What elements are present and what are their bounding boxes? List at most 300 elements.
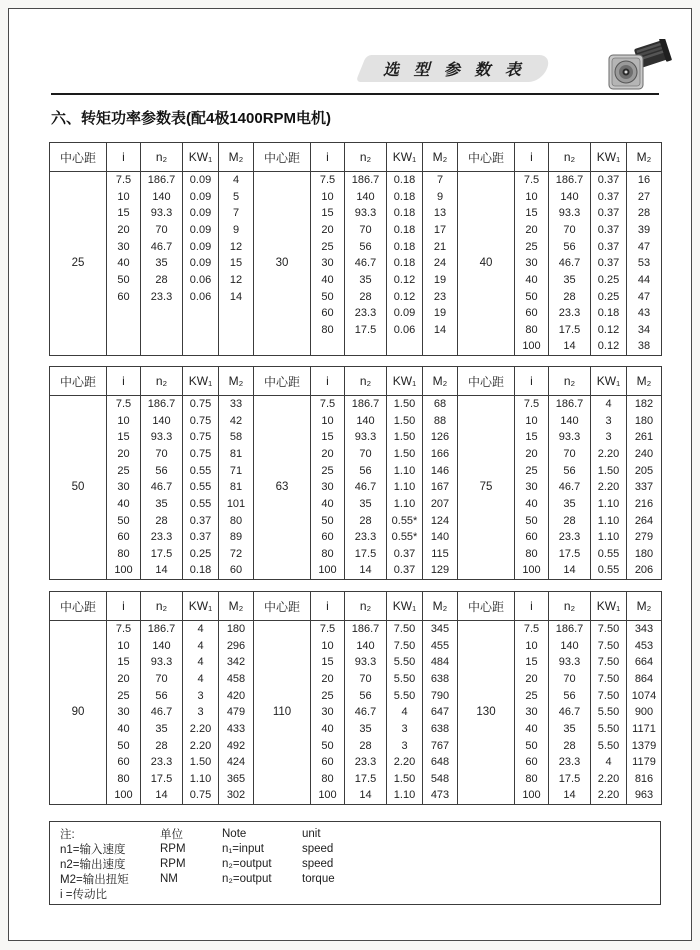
table-row xyxy=(50,737,662,754)
data-cell: 5 xyxy=(219,188,254,205)
data-cell: 7.5 xyxy=(515,396,549,413)
table-row xyxy=(50,188,662,205)
table-row xyxy=(50,496,662,513)
data-cell: 207 xyxy=(423,496,458,513)
data-cell: 23.3 xyxy=(345,305,387,322)
data-cell: 5.50 xyxy=(591,704,627,721)
data-cell: 7 xyxy=(219,205,254,222)
data-cell: 60 xyxy=(219,562,254,579)
table-row xyxy=(50,412,662,429)
data-cell: 23.3 xyxy=(345,754,387,771)
notes-cell: NM xyxy=(160,872,178,885)
column-header: i xyxy=(107,592,141,621)
notes-cell: 单位 xyxy=(160,828,183,841)
data-cell: 0.37 xyxy=(387,546,423,563)
data-cell: 548 xyxy=(423,771,458,788)
data-cell: 1179 xyxy=(627,754,662,771)
data-cell: 420 xyxy=(219,687,254,704)
data-cell: 50 xyxy=(107,737,141,754)
table-row xyxy=(50,787,662,804)
data-cell: 46.7 xyxy=(141,704,183,721)
data-cell: 70 xyxy=(141,446,183,463)
data-cell: 50 xyxy=(515,512,549,529)
notes-cell: n₁=input xyxy=(222,842,264,855)
data-cell: 180 xyxy=(627,546,662,563)
data-cell: 1.50 xyxy=(591,462,627,479)
data-cell: 35 xyxy=(549,496,591,513)
data-cell: 28 xyxy=(345,288,387,305)
column-header: M₂ xyxy=(219,367,254,396)
data-cell: 0.37 xyxy=(591,255,627,272)
notes-cell: n2=输出速度 xyxy=(60,858,126,871)
data-cell: 10 xyxy=(515,412,549,429)
data-cell: 15 xyxy=(515,205,549,222)
data-cell: 343 xyxy=(627,621,662,638)
data-cell: 790 xyxy=(423,687,458,704)
data-cell xyxy=(345,338,387,355)
data-cell: 186.7 xyxy=(345,396,387,413)
column-header: n₂ xyxy=(549,592,591,621)
data-cell: 0.55* xyxy=(387,512,423,529)
data-cell: 100 xyxy=(311,562,345,579)
data-cell: 140 xyxy=(345,188,387,205)
data-cell: 14 xyxy=(423,322,458,339)
data-cell: 140 xyxy=(141,188,183,205)
page-title: 六、转矩功率参数表(配4极1400RPM电机) xyxy=(51,110,332,127)
data-cell: 101 xyxy=(219,496,254,513)
data-cell xyxy=(219,305,254,322)
data-cell: 0.06 xyxy=(387,322,423,339)
data-cell: 492 xyxy=(219,737,254,754)
data-cell: 0.12 xyxy=(387,272,423,289)
notes-box xyxy=(49,821,661,905)
data-cell: 302 xyxy=(219,787,254,804)
data-cell: 129 xyxy=(423,562,458,579)
data-cell: 2.20 xyxy=(183,737,219,754)
data-cell: 12 xyxy=(219,238,254,255)
data-cell: 4 xyxy=(387,704,423,721)
data-cell xyxy=(183,338,219,355)
data-cell: 40 xyxy=(107,255,141,272)
data-cell xyxy=(141,322,183,339)
data-cell: 9 xyxy=(423,188,458,205)
data-cell: 186.7 xyxy=(345,172,387,189)
column-header: 中心距 xyxy=(50,367,107,396)
data-cell: 60 xyxy=(107,529,141,546)
data-cell: 28 xyxy=(141,512,183,529)
banner-title: 选 型 参 数 表 xyxy=(382,62,526,79)
data-cell: 648 xyxy=(423,754,458,771)
data-cell: 1.10 xyxy=(591,496,627,513)
data-cell: 206 xyxy=(627,562,662,579)
table-row xyxy=(50,479,662,496)
notes-cell: RPM xyxy=(160,842,186,855)
data-cell: 93.3 xyxy=(549,654,591,671)
data-cell: 50 xyxy=(107,512,141,529)
center-distance-value: 50 xyxy=(50,396,107,580)
data-cell: 0.09 xyxy=(183,238,219,255)
data-cell: 17.5 xyxy=(345,771,387,788)
data-cell: 0.18 xyxy=(387,255,423,272)
data-cell: 20 xyxy=(107,671,141,688)
data-cell: 93.3 xyxy=(549,429,591,446)
data-cell: 34 xyxy=(627,322,662,339)
notes-cell: n₂=output xyxy=(222,872,272,885)
data-cell: 28 xyxy=(345,512,387,529)
data-cell: 23.3 xyxy=(345,529,387,546)
data-cell: 0.75 xyxy=(183,787,219,804)
data-cell: 0.06 xyxy=(183,288,219,305)
data-cell: 50 xyxy=(515,737,549,754)
notes-cell: unit xyxy=(302,827,321,840)
data-cell: 1.50 xyxy=(387,771,423,788)
data-cell: 46.7 xyxy=(549,704,591,721)
data-cell: 10 xyxy=(515,637,549,654)
data-cell: 0.37 xyxy=(183,529,219,546)
data-cell: 19 xyxy=(423,272,458,289)
data-cell: 186.7 xyxy=(549,621,591,638)
column-header: KW₁ xyxy=(387,367,423,396)
data-cell: 30 xyxy=(515,255,549,272)
data-cell: 0.55 xyxy=(183,479,219,496)
data-cell: 767 xyxy=(423,737,458,754)
data-cell: 30 xyxy=(311,704,345,721)
table-row xyxy=(50,462,662,479)
data-cell: 88 xyxy=(423,412,458,429)
data-cell: 1.10 xyxy=(591,512,627,529)
data-cell: 28 xyxy=(141,272,183,289)
table-row xyxy=(50,771,662,788)
data-cell: 140 xyxy=(141,412,183,429)
data-cell: 56 xyxy=(549,687,591,704)
data-cell: 7.5 xyxy=(515,172,549,189)
data-cell: 35 xyxy=(549,272,591,289)
data-cell: 56 xyxy=(345,462,387,479)
notes-cell: speed xyxy=(302,857,334,870)
center-distance-value: 90 xyxy=(50,621,107,805)
table-row xyxy=(50,754,662,771)
data-cell: 70 xyxy=(345,222,387,239)
data-cell: 647 xyxy=(423,704,458,721)
table-row xyxy=(50,288,662,305)
parameter-table-band-3 xyxy=(49,591,662,805)
data-cell: 17.5 xyxy=(549,322,591,339)
data-cell xyxy=(219,322,254,339)
data-cell: 56 xyxy=(345,238,387,255)
table-row xyxy=(50,238,662,255)
data-cell: 0.55 xyxy=(183,462,219,479)
data-cell: 0.18 xyxy=(387,222,423,239)
data-cell: 23.3 xyxy=(549,529,591,546)
data-cell: 180 xyxy=(627,412,662,429)
data-cell: 17.5 xyxy=(141,771,183,788)
data-cell: 2.20 xyxy=(591,446,627,463)
data-cell: 0.09 xyxy=(183,255,219,272)
data-cell: 186.7 xyxy=(345,621,387,638)
data-cell: 23.3 xyxy=(549,305,591,322)
data-cell: 140 xyxy=(423,529,458,546)
column-header: 中心距 xyxy=(254,143,311,172)
data-cell: 0.37 xyxy=(387,562,423,579)
column-header: n₂ xyxy=(549,367,591,396)
data-cell: 80 xyxy=(515,771,549,788)
data-cell: 100 xyxy=(515,562,549,579)
table-row xyxy=(50,621,662,638)
column-header: KW₁ xyxy=(591,592,627,621)
data-cell: 16 xyxy=(627,172,662,189)
data-cell: 7.50 xyxy=(591,621,627,638)
data-cell: 3 xyxy=(591,429,627,446)
data-cell: 68 xyxy=(423,396,458,413)
data-cell: 20 xyxy=(107,222,141,239)
data-cell: 40 xyxy=(515,721,549,738)
data-cell: 46.7 xyxy=(549,479,591,496)
column-header: 中心距 xyxy=(50,592,107,621)
column-header: KW₁ xyxy=(591,367,627,396)
data-cell: 40 xyxy=(311,496,345,513)
data-cell: 23.3 xyxy=(141,288,183,305)
data-cell: 25 xyxy=(107,687,141,704)
data-cell: 15 xyxy=(107,205,141,222)
data-cell: 80 xyxy=(107,771,141,788)
data-cell: 80 xyxy=(311,546,345,563)
data-cell: 115 xyxy=(423,546,458,563)
column-header: n₂ xyxy=(345,592,387,621)
data-cell: 93.3 xyxy=(345,654,387,671)
data-cell: 25 xyxy=(515,687,549,704)
data-cell: 20 xyxy=(515,446,549,463)
data-cell: 0.18 xyxy=(183,562,219,579)
data-cell: 17.5 xyxy=(549,771,591,788)
data-cell: 0.25 xyxy=(591,288,627,305)
data-cell: 60 xyxy=(311,529,345,546)
data-cell: 93.3 xyxy=(549,205,591,222)
data-cell: 80 xyxy=(311,322,345,339)
data-cell: 47 xyxy=(627,288,662,305)
table-row xyxy=(50,704,662,721)
data-cell xyxy=(107,305,141,322)
data-cell: 664 xyxy=(627,654,662,671)
column-header: n₂ xyxy=(141,143,183,172)
notes-cell: n1=输入速度 xyxy=(60,843,126,856)
data-cell: 0.18 xyxy=(591,305,627,322)
column-header: M₂ xyxy=(423,592,458,621)
data-cell: 1379 xyxy=(627,737,662,754)
data-cell: 10 xyxy=(311,412,345,429)
data-cell xyxy=(387,338,423,355)
data-cell: 1.10 xyxy=(387,787,423,804)
data-cell: 345 xyxy=(423,621,458,638)
notes-row xyxy=(60,826,660,841)
data-cell: 3 xyxy=(591,412,627,429)
data-cell: 17.5 xyxy=(141,546,183,563)
data-cell: 60 xyxy=(107,754,141,771)
data-cell: 261 xyxy=(627,429,662,446)
center-distance-value: 63 xyxy=(254,396,311,580)
data-cell: 80 xyxy=(515,546,549,563)
data-cell: 7.50 xyxy=(387,621,423,638)
center-distance-value: 30 xyxy=(254,172,311,356)
data-cell: 1.10 xyxy=(591,529,627,546)
data-cell: 7.5 xyxy=(311,621,345,638)
data-cell: 0.12 xyxy=(591,322,627,339)
column-header: M₂ xyxy=(219,143,254,172)
column-header: 中心距 xyxy=(458,592,515,621)
data-cell: 2.20 xyxy=(591,771,627,788)
column-header: 中心距 xyxy=(254,592,311,621)
notes-cell: M2=输出扭矩 xyxy=(60,873,129,886)
data-cell: 264 xyxy=(627,512,662,529)
data-cell: 186.7 xyxy=(549,172,591,189)
table-row xyxy=(50,687,662,704)
data-cell: 455 xyxy=(423,637,458,654)
notes-cell: RPM xyxy=(160,857,186,870)
data-cell: 0.25 xyxy=(183,546,219,563)
data-cell: 10 xyxy=(107,412,141,429)
data-cell: 50 xyxy=(311,288,345,305)
data-cell: 0.12 xyxy=(387,288,423,305)
data-cell: 40 xyxy=(515,496,549,513)
data-cell: 72 xyxy=(219,546,254,563)
data-cell: 7.5 xyxy=(107,172,141,189)
data-cell: 46.7 xyxy=(345,255,387,272)
data-cell: 0.18 xyxy=(387,238,423,255)
data-cell: 0.75 xyxy=(183,429,219,446)
data-cell: 15 xyxy=(219,255,254,272)
data-cell: 10 xyxy=(515,188,549,205)
data-cell: 28 xyxy=(627,205,662,222)
data-cell: 14 xyxy=(549,338,591,355)
data-cell: 5.50 xyxy=(387,687,423,704)
data-cell: 17.5 xyxy=(345,546,387,563)
data-cell: 25 xyxy=(107,462,141,479)
table-row xyxy=(50,222,662,239)
data-cell xyxy=(183,322,219,339)
data-cell: 7.5 xyxy=(311,172,345,189)
data-cell: 70 xyxy=(549,671,591,688)
data-cell: 25 xyxy=(515,462,549,479)
data-cell: 53 xyxy=(627,255,662,272)
notes-row xyxy=(60,886,660,901)
data-cell: 14 xyxy=(219,288,254,305)
data-cell xyxy=(141,338,183,355)
data-cell: 46.7 xyxy=(549,255,591,272)
data-cell: 0.37 xyxy=(591,222,627,239)
data-cell: 186.7 xyxy=(549,396,591,413)
data-cell: 1.50 xyxy=(183,754,219,771)
column-header: M₂ xyxy=(423,143,458,172)
data-cell: 70 xyxy=(141,222,183,239)
data-cell: 186.7 xyxy=(141,396,183,413)
data-cell: 864 xyxy=(627,671,662,688)
column-header: KW₁ xyxy=(387,592,423,621)
data-cell: 14 xyxy=(141,562,183,579)
data-cell: 20 xyxy=(107,446,141,463)
data-cell: 140 xyxy=(345,637,387,654)
data-cell: 7 xyxy=(423,172,458,189)
data-cell: 0.09 xyxy=(387,305,423,322)
data-cell: 365 xyxy=(219,771,254,788)
data-cell: 5.50 xyxy=(387,654,423,671)
data-cell: 2.20 xyxy=(387,754,423,771)
data-cell: 1.10 xyxy=(183,771,219,788)
data-cell: 0.09 xyxy=(183,172,219,189)
data-cell: 20 xyxy=(311,671,345,688)
data-cell: 60 xyxy=(107,288,141,305)
data-cell: 56 xyxy=(549,462,591,479)
data-cell: 9 xyxy=(219,222,254,239)
table-row xyxy=(50,654,662,671)
data-cell: 484 xyxy=(423,654,458,671)
data-cell: 0.09 xyxy=(183,188,219,205)
notes-row xyxy=(60,871,660,886)
data-cell: 100 xyxy=(107,562,141,579)
table-row xyxy=(50,637,662,654)
data-cell: 240 xyxy=(627,446,662,463)
data-cell: 4 xyxy=(591,396,627,413)
data-cell: 70 xyxy=(549,446,591,463)
center-distance-value: 75 xyxy=(458,396,515,580)
data-cell: 2.20 xyxy=(183,721,219,738)
data-cell: 7.50 xyxy=(387,637,423,654)
parameter-table-band-2 xyxy=(49,366,662,580)
column-header: i xyxy=(515,143,549,172)
data-cell: 30 xyxy=(311,255,345,272)
data-cell: 70 xyxy=(141,671,183,688)
column-header: n₂ xyxy=(345,143,387,172)
data-cell: 433 xyxy=(219,721,254,738)
column-header: 中心距 xyxy=(458,143,515,172)
data-cell: 166 xyxy=(423,446,458,463)
data-cell: 30 xyxy=(311,479,345,496)
table-row xyxy=(50,671,662,688)
data-cell: 81 xyxy=(219,479,254,496)
data-cell: 40 xyxy=(311,272,345,289)
data-cell: 5.50 xyxy=(591,737,627,754)
data-cell: 424 xyxy=(219,754,254,771)
data-cell: 453 xyxy=(627,637,662,654)
data-cell: 342 xyxy=(219,654,254,671)
data-cell: 0.18 xyxy=(387,172,423,189)
data-cell: 186.7 xyxy=(141,172,183,189)
data-cell: 1.10 xyxy=(387,479,423,496)
data-cell: 7.5 xyxy=(107,621,141,638)
data-cell: 30 xyxy=(107,238,141,255)
data-cell: 180 xyxy=(219,621,254,638)
column-header: i xyxy=(311,592,345,621)
table-row xyxy=(50,322,662,339)
data-cell: 0.37 xyxy=(591,238,627,255)
data-cell: 0.55 xyxy=(591,562,627,579)
data-cell: 1.10 xyxy=(387,496,423,513)
data-cell: 0.37 xyxy=(591,172,627,189)
column-header: KW₁ xyxy=(387,143,423,172)
data-cell: 0.75 xyxy=(183,396,219,413)
data-cell xyxy=(107,338,141,355)
data-cell: 93.3 xyxy=(141,429,183,446)
data-cell: 4 xyxy=(183,621,219,638)
data-cell: 40 xyxy=(107,496,141,513)
data-cell: 27 xyxy=(627,188,662,205)
column-header: n₂ xyxy=(141,367,183,396)
notes-cell: i =传动比 xyxy=(60,888,107,901)
table-row xyxy=(50,512,662,529)
data-cell: 458 xyxy=(219,671,254,688)
notes-row xyxy=(60,841,660,856)
data-cell: 40 xyxy=(311,721,345,738)
data-cell: 35 xyxy=(141,721,183,738)
data-cell: 70 xyxy=(345,446,387,463)
